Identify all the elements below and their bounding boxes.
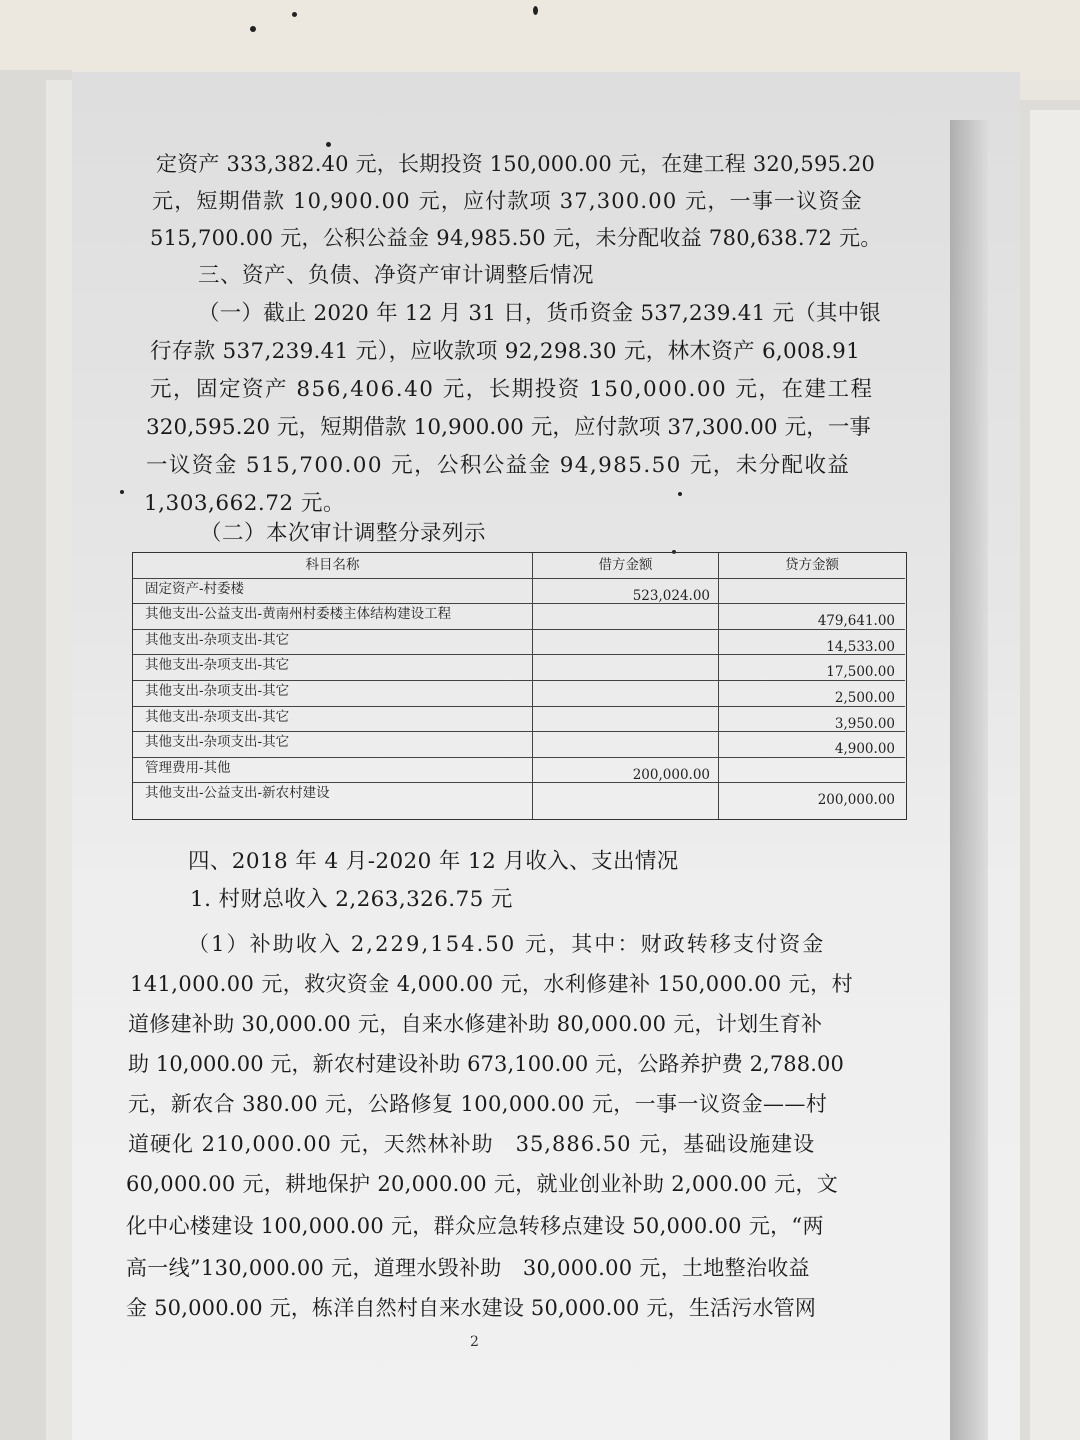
section4-body-line: 金 50,000.00 元，栋洋自然村自来水建设 50,000.00 元，生活污水管网 bbox=[126, 1296, 817, 1320]
speck bbox=[533, 6, 538, 15]
account-name: 其他支出-杂项支出-其它 bbox=[133, 655, 533, 680]
account-name: 其他支出-公益支出-黄南州村委楼主体结构建设工程 bbox=[133, 604, 533, 629]
table-header-row bbox=[133, 553, 905, 579]
section4-body-line: 60,000.00 元，耕地保护 20,000.00 元，就业创业补助 2,000.00 元，文 bbox=[126, 1172, 839, 1196]
section4-subheading: 1. 村财总收入 2,263,326.75 元 bbox=[190, 887, 513, 912]
debit-amount bbox=[533, 681, 719, 706]
debit-amount bbox=[533, 707, 719, 732]
credit-amount: 14,533.00 bbox=[826, 638, 895, 655]
paragraph-line: 元，短期借款 10,900.00 元，应付款项 37,300.00 元，一事一议资金 bbox=[152, 189, 863, 213]
section3-body-line: 320,595.20 元，短期借款 10,900.00 元，应付款项 37,300.00 元，一事 bbox=[146, 415, 872, 440]
paragraph-line: 定资产 333,382.40 元，长期投资 150,000.00 元，在建工程 320,595.20 bbox=[156, 152, 876, 176]
header-debit: 借方金额 bbox=[533, 553, 719, 578]
credit-amount: 17,500.00 bbox=[826, 664, 895, 681]
section4-body-line: 道修建补助 30,000.00 元，自来水修建补助 80,000.00 元，计划生育补 bbox=[128, 1012, 823, 1036]
credit-amount bbox=[719, 758, 905, 783]
section4-heading: 四、2018 年 4 月-2020 年 12 月收入、支出情况 bbox=[188, 849, 679, 874]
header-account-name: 科目名称 bbox=[133, 553, 533, 578]
account-name: 其他支出-杂项支出-其它 bbox=[133, 681, 533, 706]
page-shadow-edge bbox=[950, 120, 988, 1440]
adjacent-page-left-sheet bbox=[46, 80, 72, 1440]
wall-background bbox=[0, 0, 1080, 80]
account-name: 固定资产-村委楼 bbox=[133, 579, 533, 604]
table-row bbox=[133, 783, 905, 819]
speck bbox=[250, 26, 256, 32]
table-row bbox=[133, 732, 905, 758]
section4-body-line: 141,000.00 元，救灾资金 4,000.00 元，水利修建补 150,000.00 元，村 bbox=[130, 972, 853, 996]
section3-body-line: 元，固定资产 856,406.40 元，长期投资 150,000.00 元，在建工程 bbox=[150, 377, 874, 402]
paragraph-line: 515,700.00 元，公积公益金 94,985.50 元，未分配收益 780,638.72 元。 bbox=[150, 226, 882, 250]
adjacent-page-right-sheet bbox=[1030, 110, 1080, 1440]
section3-heading: 三、资产、负债、净资产审计调整后情况 bbox=[198, 263, 595, 288]
section3-body-line: 行存款 537,239.41 元），应收款项 92,298.30 元，林木资产 6,008.91 bbox=[150, 339, 861, 364]
section3-body-line: 一议资金 515,700.00 元，公积公益金 94,985.50 元，未分配收益 bbox=[146, 453, 851, 478]
credit-amount: 3,950.00 bbox=[834, 715, 895, 732]
section4-body-line: 高一线”130,000.00 元，道理水毁补助 30,000.00 元，土地整治收益 bbox=[126, 1256, 810, 1280]
credit-amount bbox=[719, 579, 905, 604]
page-number: 2 bbox=[470, 1334, 479, 1350]
debit-amount bbox=[533, 655, 719, 680]
section4-body-line: （1）补助收入 2,229,154.50 元，其中：财政转移支付资金 bbox=[188, 932, 826, 956]
section4-body-line: 助 10,000.00 元，新农村建设补助 673,100.00 元，公路养护费 2,788.00 bbox=[128, 1052, 844, 1076]
debit-amount bbox=[533, 630, 719, 655]
credit-amount: 2,500.00 bbox=[834, 690, 895, 706]
section3-body-line: 1,303,662.72 元。 bbox=[144, 491, 345, 516]
account-name: 管理费用-其他 bbox=[133, 758, 533, 783]
section3-body-line: （一）截止 2020 年 12 月 31 日，货币资金 537,239.41 元（其中银 bbox=[198, 301, 882, 326]
header-credit: 贷方金额 bbox=[785, 557, 839, 573]
credit-amount: 200,000.00 bbox=[817, 792, 895, 809]
credit-amount: 4,900.00 bbox=[834, 741, 895, 758]
account-name: 其他支出-杂项支出-其它 bbox=[133, 732, 533, 757]
speck bbox=[120, 490, 124, 494]
table-row bbox=[133, 604, 905, 630]
table-row bbox=[133, 758, 905, 784]
table-caption: （二）本次审计调整分录列示 bbox=[200, 521, 487, 546]
account-name: 其他支出-杂项支出-其它 bbox=[133, 630, 533, 655]
speck bbox=[678, 492, 682, 496]
speck bbox=[292, 12, 297, 17]
table-row bbox=[133, 707, 905, 733]
speck bbox=[326, 142, 331, 147]
account-name: 其他支出-公益支出-新农村建设 bbox=[133, 783, 533, 819]
debit-amount: 523,024.00 bbox=[533, 579, 719, 604]
table-row bbox=[133, 579, 905, 605]
table-row bbox=[133, 681, 905, 707]
table-row bbox=[133, 655, 905, 681]
debit-amount: 200,000.00 bbox=[533, 758, 719, 783]
debit-amount bbox=[533, 604, 719, 629]
debit-amount bbox=[533, 783, 719, 819]
table-row bbox=[133, 630, 905, 656]
credit-amount: 479,641.00 bbox=[817, 613, 895, 630]
account-name: 其他支出-杂项支出-其它 bbox=[133, 707, 533, 732]
debit-amount bbox=[533, 732, 719, 757]
section4-body-line: 元，新农合 380.00 元，公路修复 100,000.00 元，一事一议资金——村 bbox=[128, 1092, 828, 1116]
section4-body-line: 化中心楼建设 100,000.00 元，群众应急转移点建设 50,000.00 元，“两 bbox=[126, 1214, 824, 1238]
section4-body-line: 道硬化 210,000.00 元，天然林补助 35,886.50 元，基础设施建设 bbox=[128, 1132, 816, 1156]
adjustment-table bbox=[132, 552, 907, 820]
